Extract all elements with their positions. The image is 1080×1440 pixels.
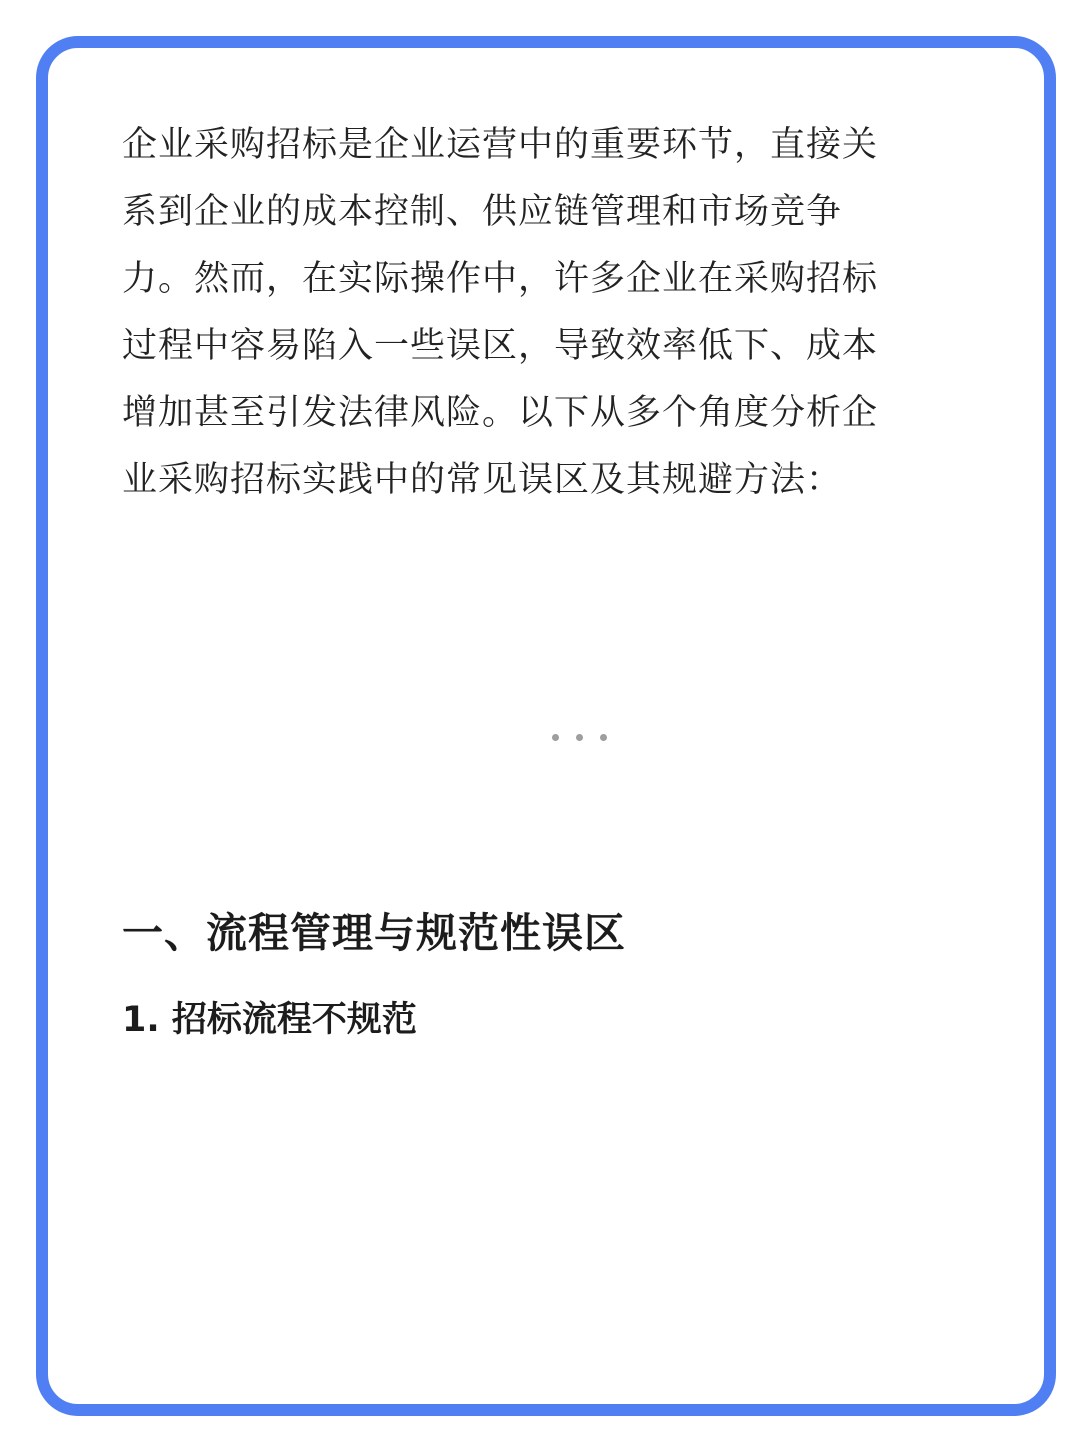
divider-dot [576,734,583,741]
intro-paragraph: 企业采购招标是企业运营中的重要环节，直接关系到企业的成本控制、供应链管理和市场竞争力。然而，在实际操作中，许多企业在采购招标过程中容易陷入一些误区，导致效率低下、成本增加甚至引发法律风险。以下从多个角度分析企业采购招标实践中的常见误区及其规避方法： [122,125,879,500]
section-heading: 一、流程管理与规范性误区 [122,909,626,957]
content-card [36,36,1056,1416]
divider-dot [600,734,607,741]
section-divider [552,734,607,741]
sub-heading: 1. 招标流程不规范 [122,1000,417,1040]
article-body [122,112,892,1040]
divider-dot [552,734,559,741]
